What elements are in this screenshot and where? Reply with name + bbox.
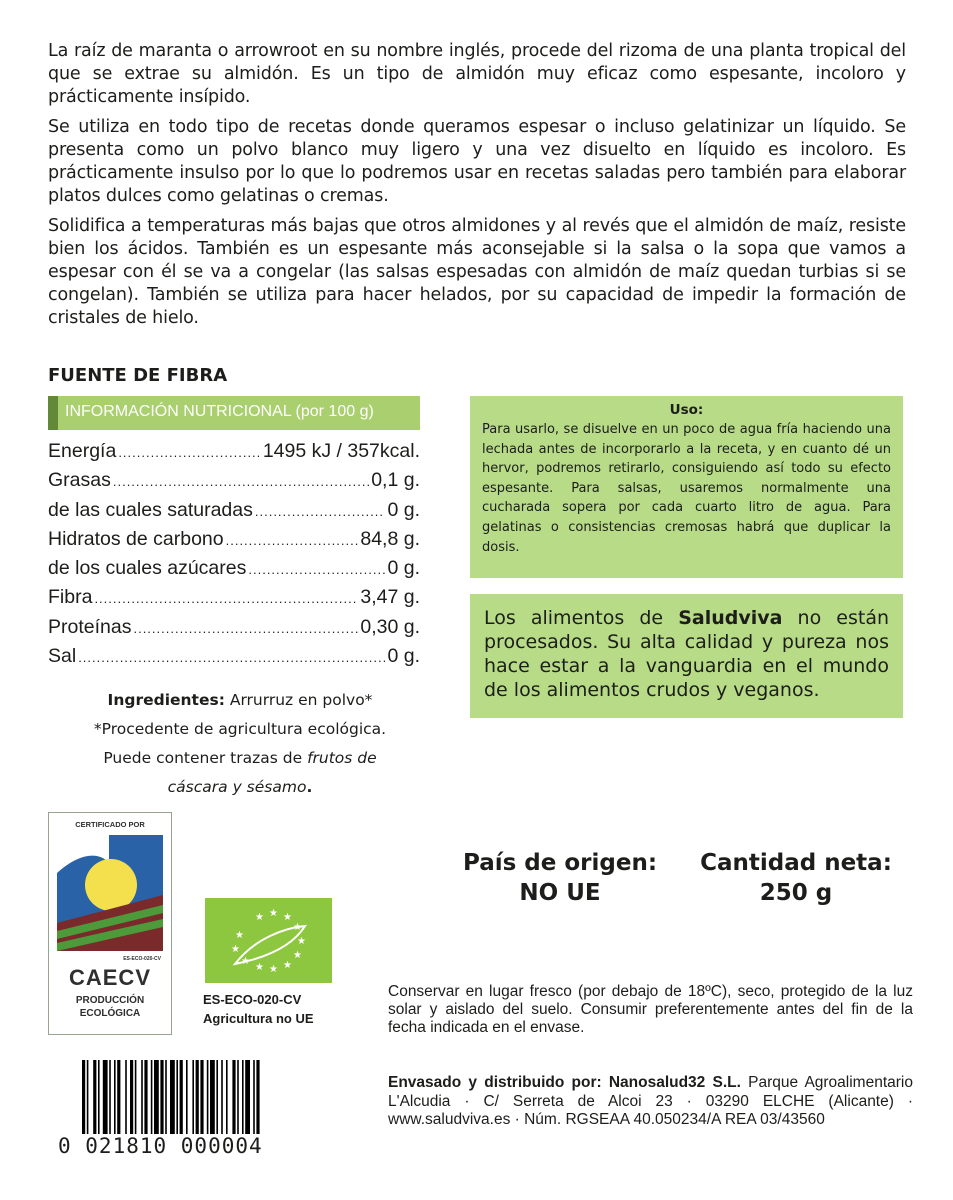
caecv-name: CAECV <box>68 965 151 990</box>
nutrition-value: 84,8 g. <box>360 527 420 550</box>
distributor-address: Parque Agroalimentario L'Alcudia · C/ Serreta de Alcoi 23 · 03290 ELCHE (Alicante) · www.saludviva.es · Núm. RGSEAA 40.050234/A REA 03/43560 <box>388 1074 913 1128</box>
ingredients-line <box>60 686 420 715</box>
svg-text:★: ★ <box>283 960 292 971</box>
nutrition-header <box>48 396 420 430</box>
eu-code: ES-ECO-020-CV <box>203 992 302 1007</box>
barcode <box>58 1060 320 1170</box>
traces-prefix: Puede contener trazas de <box>103 749 308 767</box>
svg-text:★: ★ <box>269 908 278 919</box>
quantity-label: Cantidad neta: <box>700 850 892 876</box>
ingredients-label: Ingredientes: <box>107 691 225 709</box>
svg-text:★: ★ <box>269 964 278 975</box>
dot-leader <box>94 591 358 606</box>
ingredients-note: *Procedente de agricultura ecológica. <box>93 720 387 738</box>
intro-paragraph-3: Solidifica a temperaturas más bajas que otros almidones y al revés que el almidón de maíz, resiste bien los ácidos. También es un espesante más aconsejable si la salsa o la sopa que vamos a espesar con él se va a congelar (las salsas espesadas con almidón de maíz quedan turbias si se congelan). También se utiliza para hacer helados, por su capacidad de impedir la formación de cristales de hielo. <box>48 216 906 328</box>
nutrition-label: Hidratos de carbono <box>48 527 224 550</box>
nutrition-row <box>48 499 420 528</box>
nutrition-value: 0,30 g. <box>360 615 420 638</box>
traces-end: . <box>306 778 313 796</box>
dot-leader <box>113 474 369 489</box>
svg-text:★: ★ <box>241 956 250 967</box>
caecv-line-2: ECOLÓGICA <box>79 1008 141 1019</box>
eu-leaf-icon <box>205 898 332 983</box>
nutrition-label: de los cuales azúcares <box>48 557 247 580</box>
nutrition-header-accent <box>48 396 58 430</box>
eu-organic-logo <box>205 898 332 983</box>
nutrition-label: de las cuales saturadas <box>48 498 253 521</box>
nutrition-header-label: INFORMACIÓN NUTRICIONAL (por 100 g) <box>65 403 374 420</box>
nutrition-row <box>48 616 420 645</box>
origin-block <box>460 848 660 908</box>
ingredients-value: Arrurruz en polvo* <box>229 691 373 709</box>
intro-paragraph-1: La raíz de maranta o arrowroot en su nombre inglés, procede del rizoma de una planta tropical del que se extrae su almidón. Es un tipo de almidón muy eficaz como espesante, incoloro y prácticamente insípido. <box>48 41 906 107</box>
storage-instructions: Conservar en lugar fresco (por debajo de 18ºC), seco, protegido de la luz solar y aislado del suelo. Consumir preferentemente antes del fin de la fecha indicada en el envase. <box>388 983 913 1036</box>
nutrition-label: Fibra <box>48 586 93 609</box>
barcode-number: 0 021810 000004 <box>58 1134 320 1158</box>
nutrition-row <box>48 469 420 498</box>
nutrition-row <box>48 645 420 674</box>
uso-text: Para usarlo, se disuelve en un poco de agua fría haciendo una lechada antes de incorporarlo a la receta, y en cuanto dé un hervor, podremos retirarlo, consiguiendo así todo su efecto espesante. Para salsas, usaremos normalmente una cucharada sopera por cada cuarto litro de agua. Para gelatinas o consistencias cremosas habrá que duplicar la dosis. <box>482 422 891 555</box>
svg-text:★: ★ <box>255 912 264 923</box>
dot-leader <box>248 562 385 577</box>
svg-text:★: ★ <box>297 936 306 947</box>
svg-text:★: ★ <box>231 944 240 955</box>
nutrition-row <box>48 528 420 557</box>
nutrition-label: Proteínas <box>48 615 132 638</box>
nutrition-label: Grasas <box>48 469 111 492</box>
saludviva-text <box>484 606 889 702</box>
intro-paragraph-2: Se utiliza en todo tipo de recetas donde queramos espesar o incluso gelatinizar un líquido. Se presenta como un polvo blanco muy ligero y una vez disuelto en líquido es incoloro. Es prácticamente insulso por lo que lo podremos usar en recetas saladas pero también para elaborar platos dulces como gelatinas o cremas. <box>48 117 906 206</box>
nutrition-value: 0 g. <box>387 498 420 521</box>
nutrition-value: 1495 kJ / 357kcal. <box>262 440 420 462</box>
nutrition-row <box>48 557 420 586</box>
quantity-block <box>696 848 896 908</box>
distributor-info <box>388 1074 913 1130</box>
uso-box <box>470 396 903 578</box>
distributor-label: Envasado y distribuido por: Nanosalud32 S.L. <box>388 1074 741 1091</box>
dot-leader <box>118 445 261 460</box>
caecv-emblem-icon <box>49 833 171 963</box>
intro-text <box>48 40 906 337</box>
dot-leader <box>255 504 386 519</box>
nutrition-row <box>48 440 420 469</box>
nutrition-value: 0 g. <box>387 645 420 668</box>
svg-text:★: ★ <box>293 922 302 933</box>
caecv-top-text: CERTIFICADO POR <box>75 820 145 829</box>
eu-logo-text <box>203 990 314 1028</box>
fibra-claim: FUENTE DE FIBRA <box>48 365 228 386</box>
caecv-line-1: PRODUCCIÓN <box>75 995 145 1006</box>
origin-label: País de origen: <box>462 850 658 876</box>
nutrition-label: Sal <box>48 645 77 668</box>
nutrition-table <box>48 440 420 674</box>
traces-allergen-1: frutos de <box>307 749 377 767</box>
nutrition-label: Energía <box>48 440 117 462</box>
caecv-logo <box>48 812 172 1035</box>
svg-text:★: ★ <box>293 950 302 961</box>
nutrition-value: 0 g. <box>387 557 420 580</box>
barcode-bars-icon <box>58 1060 320 1140</box>
traces-line-2 <box>60 773 420 802</box>
traces-allergen-2: cáscara y sésamo <box>167 778 307 796</box>
traces-line-1 <box>60 744 420 773</box>
svg-text:★: ★ <box>283 912 292 923</box>
uso-title: Uso: <box>669 402 704 418</box>
saludviva-brand: Saludviva <box>678 607 783 629</box>
dot-leader <box>133 621 358 636</box>
svg-text:★: ★ <box>235 930 244 941</box>
nutrition-value: 3,47 g. <box>360 586 420 609</box>
origin-value: NO UE <box>519 880 601 906</box>
eu-agriculture: Agricultura no UE <box>203 1011 314 1026</box>
nutrition-value: 0,1 g. <box>371 469 420 492</box>
dot-leader <box>226 533 359 548</box>
ingredients-block <box>60 686 420 802</box>
svg-text:★: ★ <box>255 962 264 973</box>
saludviva-post: no están procesados. Su alta calidad y pureza nos hace estar a la vanguardia en el mundo de los alimentos crudos y veganos. <box>484 607 890 701</box>
quantity-value: 250 g <box>759 880 833 906</box>
saludviva-pre: Los alimentos de <box>484 607 679 629</box>
saludviva-box <box>470 594 903 718</box>
dot-leader <box>78 650 385 665</box>
caecv-code: ES-ECO-020-CV <box>123 956 161 962</box>
nutrition-row <box>48 586 420 615</box>
